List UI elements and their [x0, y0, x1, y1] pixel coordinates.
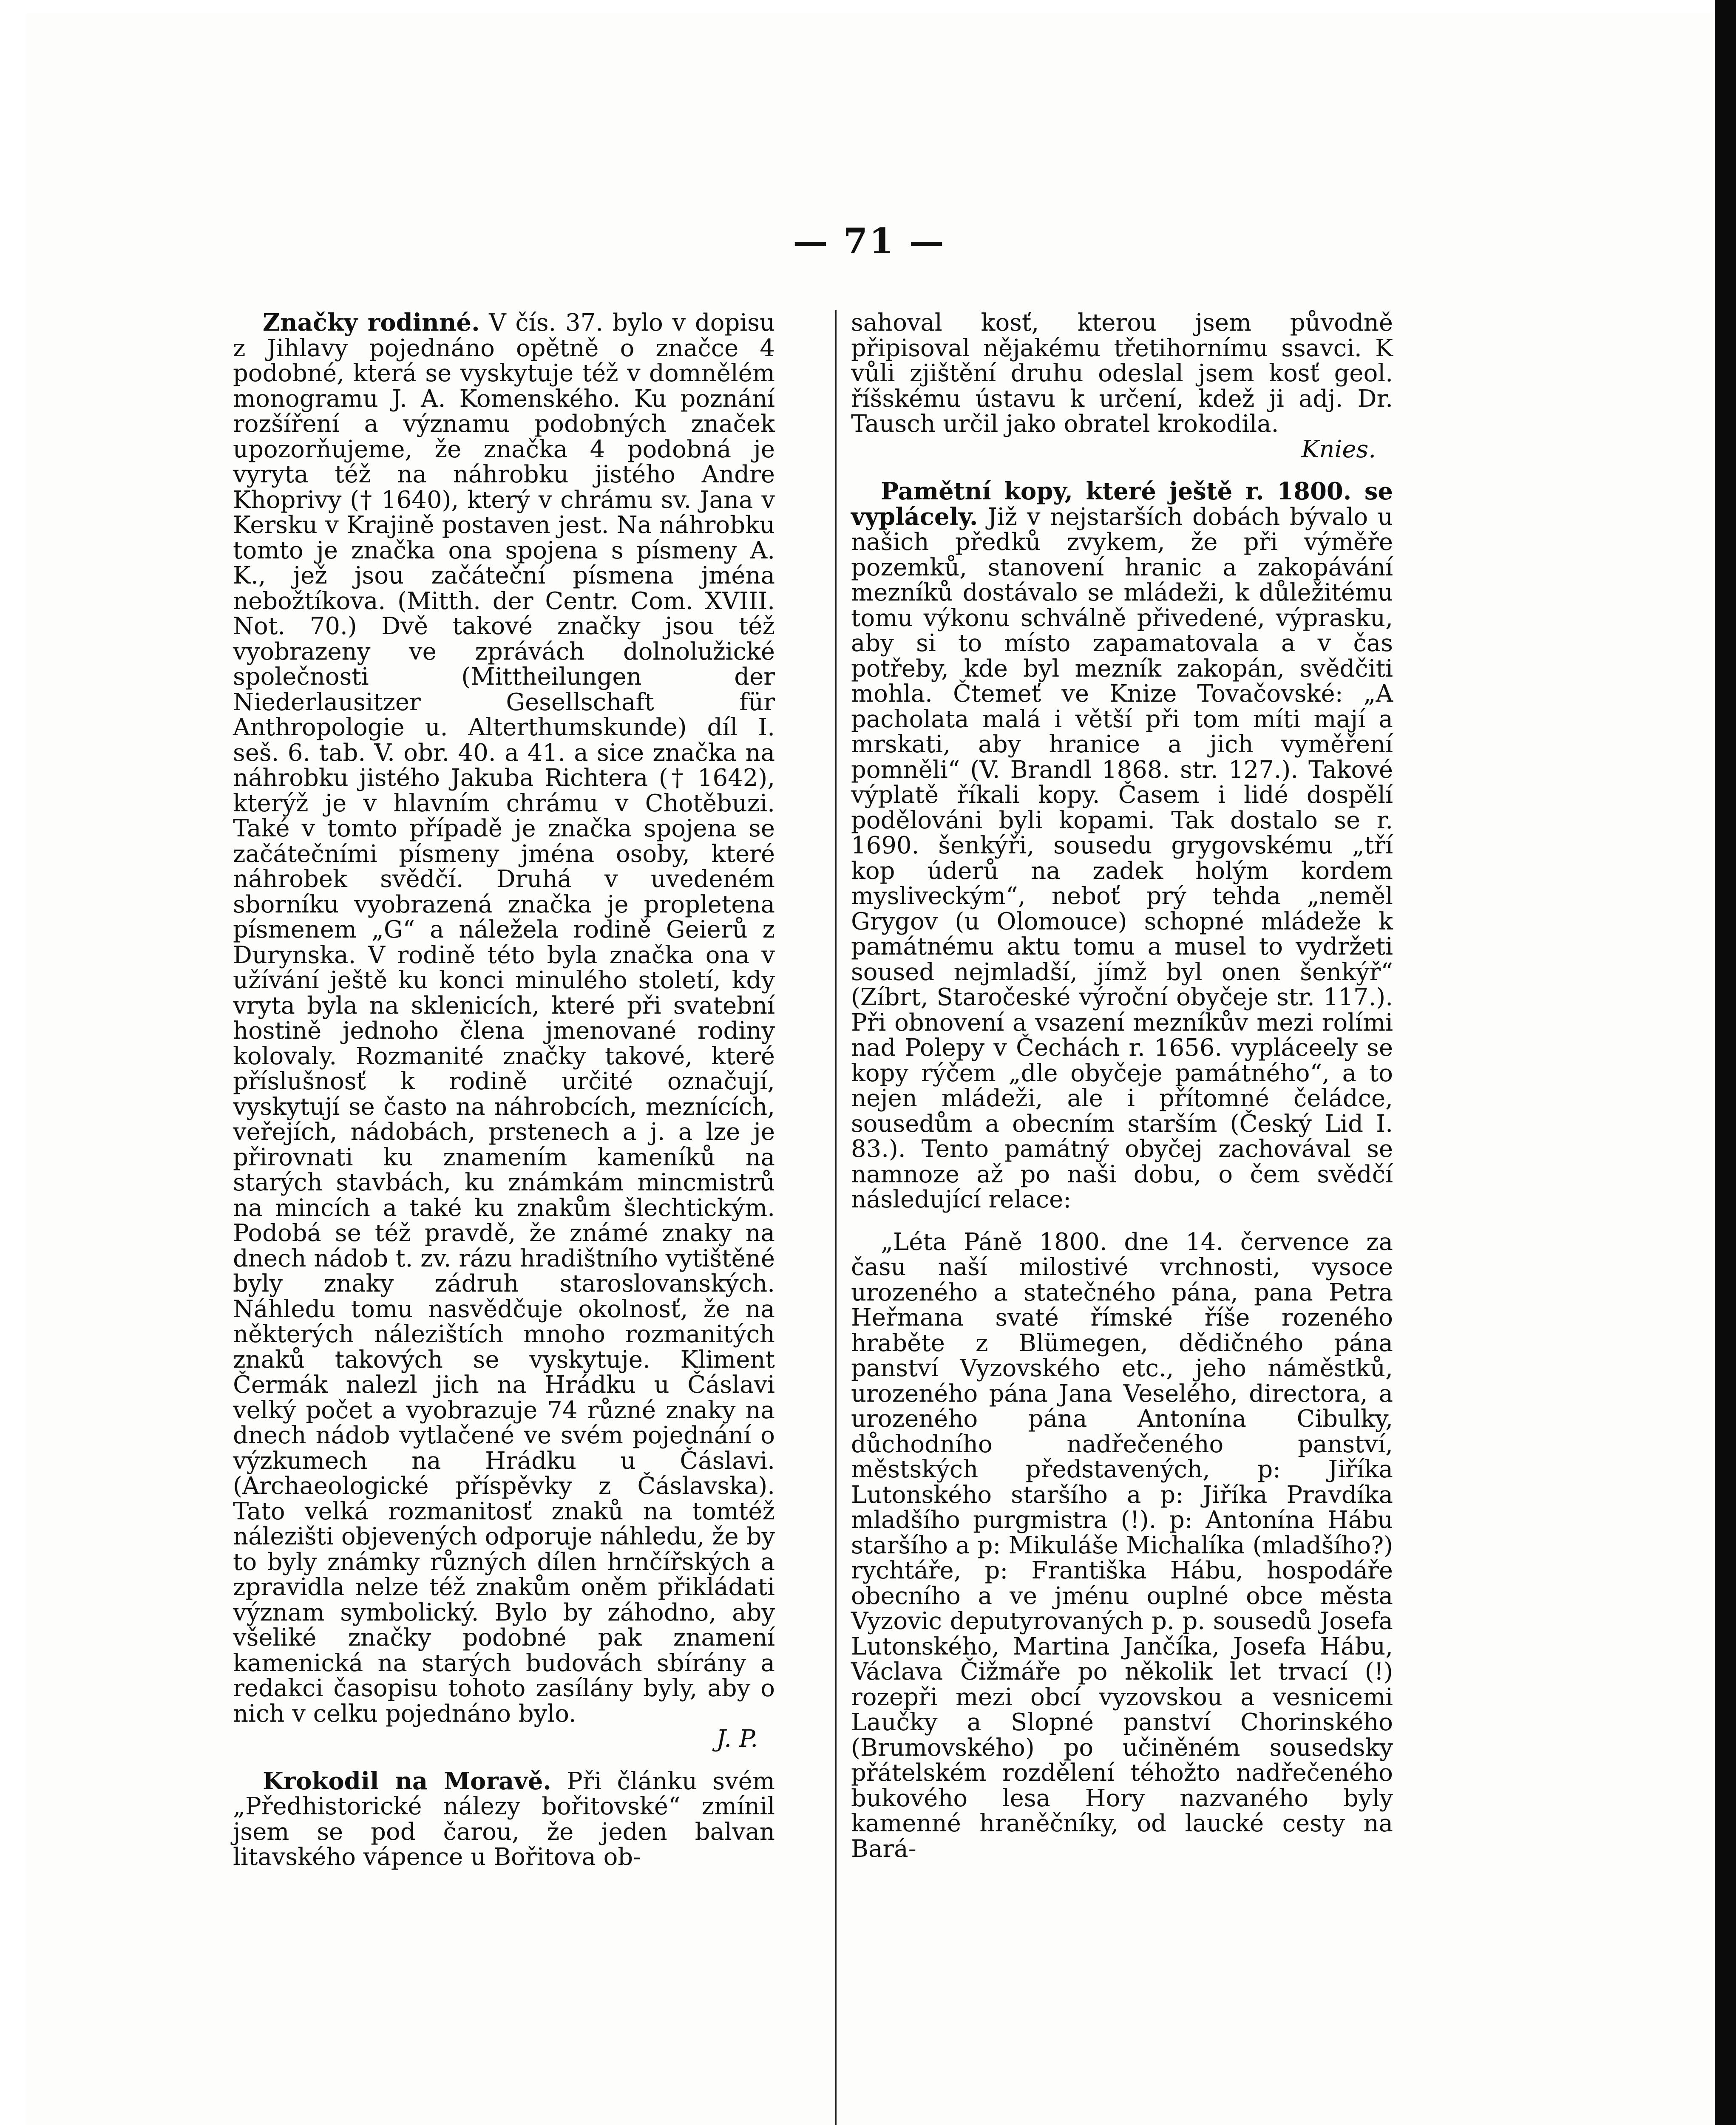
crocodile-body: Při článku svém „Předhistorické nálezy bořitovské“ zmínil jsem se pod čarou, že jeden balvan litavského vápence u Bořitova ob- [233, 1767, 775, 1871]
right-column [851, 310, 1393, 1862]
heading-memorial-kopy: Pamětní kopy, které ještě r. 1800. se vyplácely. [851, 477, 1393, 531]
heading-crocodile: Krokodil na Moravě. [263, 1767, 551, 1795]
signature-jp: J. P. [716, 1725, 758, 1753]
crocodile-continuation [851, 310, 1393, 462]
scan-edge-border [1715, 0, 1736, 2125]
page-number: — 71 — [793, 221, 946, 262]
heading-family-marks: Značky rodinné. [263, 309, 480, 337]
memorial-kopy-body: Již v nejstarších dobách bývalo u našich předků zvykem, že při výměře pozemků, stanovení hranic a zakopávání mezníků dostávalo se mládeži, k důležitému tomu výkonu schválně přivedené, výprasku, aby si to místo zapamatovala a v čas potřeby, kde byl mezník zakopán, svědčiti mohla. Čtemeť ve Knize Tovačovské: „A pacholata malá i větší při tom míti mají a mrskati, aby hranice a jich vyměření pomněli“ (V. Brandl 1868. str. 127.). Takové výplatě říkali kopy. Časem i lidé dospělí podělováni byli kopami. Tak dostalo se r. 1690. šenkýři, sousedu grygovskému „tří kop úderů na zadek holým kordem mysliveckým“, neboť prý tehda „neměl Grygov (u Olomouce) schopné mládeže k památnému aktu tomu a musel to vydržeti soused nejmladší, jímž byl onen šenkýř“ (Zíbrt, Staročeské výroční obyčeje str. 117.). Při obnovení a vsazení mezníkův mezi rolími nad Polepy v Čechách r. 1656. vypláceely se kopy rýčem „dle obyčeje památného“, a to nejen mládeži, ale i přítomné čeládce, sousedům a obecním starším (Český Lid I. 83.). Tento památný obyčej zachovával se namnoze až po naši dobu, o čem svědčí následující relace: [851, 503, 1393, 1213]
left-column [233, 310, 775, 1870]
family-marks-body: V čís. 37. bylo v dopisu z Jihlavy pojednáno opětně o značce 4 podobné, která se vyskytuje též v domnělém monogramu J. A. Komenského. Ku poznání rozšíření a významu podobných značek upozorňujeme, že značka 4 podobná je vyryta též na náhrobku jistého Andre Khoprivy († 1640), který v chrámu sv. Jana v Kersku v Krajině postaven jest. Na náhrobku tomto je značka ona spojena s písmeny A. K., jež jsou začáteční písmena jména nebožtíkova. (Mitth. der Centr. Com. XVIII. Not. 70.) Dvě takové značky jsou též vyobrazeny ve zprávách dolnolužické společnosti (Mittheilungen der Niederlausitzer Gesellschaft für Anthropologie u. Alterthumskunde) díl I. seš. 6. tab. V. obr. 40. a 41. a sice značka na náhrobku jistého Jakuba Richtera († 1642), kterýž je v hlavním chrámu v Chotěbuzi. Také v tomto případě je značka spojena se začátečními písmeny jména osoby, které náhrobek svědčí. Druhá v uvedeném sborníku vyobrazená značka je propletena písmenem „G“ a náležela rodině Geierů z Durynska. V rodině této byla značka ona v užívání ještě ku konci minulého století, kdy vryta byla na sklenicích, které při svatební hostině jednoho člena jmenované rodiny kolovaly. Rozmanité značky takové, které příslušnosť k rodině určité označují, vyskytují se často na náhrobcích, meznících, veřejích, nádobách, prstenech a j. a lze je přirovnati ku znamením kameníků na starých stavbách, ku známkám mincmistrů na mincích a také ku znakům šlechtickým. Podobá se též pravdě, že známé znaky na dnech nádob t. zv. rázu hradištního vytištěné byly znaky zádruh staroslovanských. Náhledu tomu nasvědčuje okolnosť, že na některých nálezištích mnoho rozmanitých znaků takových se vyskytuje. Kliment Čermák nalezl jich na Hrádku u Čáslavi velký počet a vyobrazuje 74 různé znaky na dnech nádob vytlačené ve svém pojednání o výzkumech na Hrádku u Čáslavi. (Archaeologické příspěvky z Čáslavska). Tato velká rozmanitosť znaků na tomtéž nálezišti objevených odporuje náhledu, že by to byly známky různých dílen hrnčířských a zpravidla nelze též znakům oněm přikládati význam symbolický. Bylo by záhodno, aby všeliké značky podobné pak znamení kamenická na starých budovách sbírány a redakci časopisu tohoto zasílány byly, aby o nich v celku pojednáno bylo. [233, 309, 775, 1728]
relation-quote: „Léta Páně 1800. dne 14. července za času naší milostivé vrchnosti, vysoce urozeného a statečného pána, pana Petra Heřmana svaté římské říše rozeného hraběte z Blümegen, dědičného pána panství Vyzovského etc., jeho náměstků, urozeného pána Jana Veselého, directora, a urozeného pána Antonína Cibulky, důchodního nadřečeného panství, městských představených, p: Jiříka Lutonského staršího a p: Jiříka Pravdíka mladšího purgmistra (!). p: Antonína Hábu staršího a p: Mikuláše Michalíka (mladšího?) rychtáře, p: Františka Hábu, hospodáře obecního a ve jménu ouplné obce města Vyzovic deputyrovaných p. p. sousedů Josefa Lutonského, Martina Jančíka, Josefa Hábu, Václava Čižmáře po několik let trvací (!) rozepři mezi obcí vyzovskou a vesnicemi Laučky a Slopné panství Chorinského (Brumovského) po učiněném sousedsky přátelském rozdělení téhožto nadřečeného bukového lesa Hory nazvaného byly kamenné hraněčníky, od laucké cesty na Bará- [851, 1228, 1393, 1863]
article-crocodile [233, 1769, 775, 1870]
crocodile-continuation-body: sahoval kosť, kterou jsem původně připisoval nějakému třetihornímu ssavci. K vůli zjištění druhu odeslal jsem kosť geol. říšskému ústavu k určení, kdež ji adj. Dr. Tausch určil jako obratel krokodila. [851, 309, 1393, 438]
column-divider [835, 310, 837, 2125]
article-family-marks [233, 310, 775, 1752]
article-memorial-kopy [851, 479, 1393, 1213]
scanned-page [26, 13, 1713, 2125]
signature-knies: Knies. [1301, 435, 1376, 463]
